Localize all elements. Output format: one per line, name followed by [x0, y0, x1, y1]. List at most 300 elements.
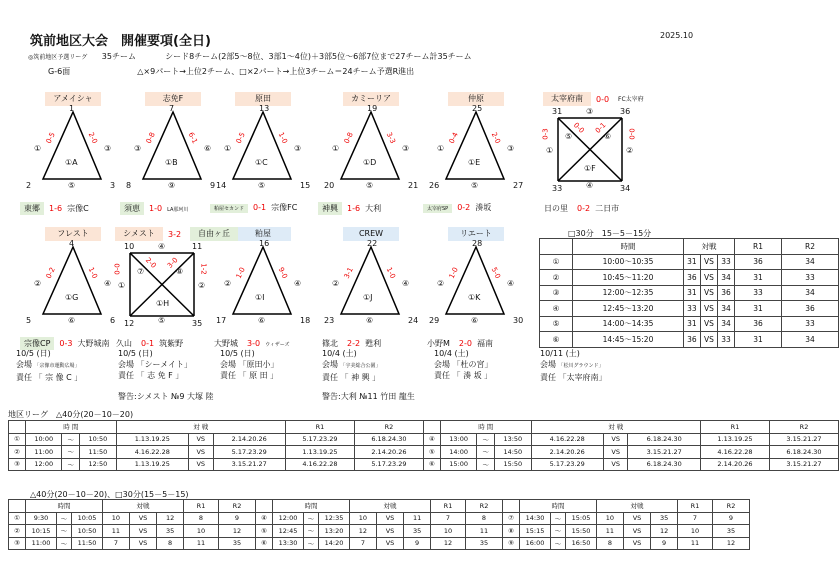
cell-end: 15:05	[566, 512, 597, 525]
group-host-label: シメスト	[115, 227, 163, 241]
column-header: 時間	[573, 239, 684, 255]
cell-tilde: ～	[56, 537, 71, 550]
vertex-left: 20	[324, 181, 335, 190]
cell-r1: 4.16.22.28	[285, 458, 354, 471]
column-header: R1	[735, 239, 782, 255]
square-schedule-table	[539, 238, 839, 348]
round-right: ④	[294, 279, 302, 288]
cell-home: 8	[597, 537, 624, 550]
round-right: ④	[507, 279, 515, 288]
table-row	[540, 285, 839, 301]
cell-end: 10:50	[72, 525, 103, 538]
table-row	[9, 525, 750, 538]
team-name: ウィザーズ	[265, 342, 290, 348]
team-name: 甦利	[365, 339, 382, 348]
responsible-team: 「 神 興 」	[340, 373, 381, 382]
cell-r1: 5.17.23.29	[285, 433, 354, 446]
column-header: R2	[466, 500, 503, 513]
league-summary	[28, 51, 472, 62]
cell-r2: 36	[782, 301, 839, 317]
responsible-label: 責任	[540, 373, 559, 382]
venue-name: 「原田小」	[238, 360, 279, 369]
round-bottom: ⑤	[68, 181, 76, 190]
vertex-top: 4	[69, 239, 75, 248]
cell-home: 1.13.19.25	[116, 458, 188, 471]
round-left: ②	[332, 279, 340, 288]
venue-block	[434, 348, 493, 381]
group-center-label: ①K	[468, 293, 481, 302]
vertex-left: 14	[216, 181, 227, 190]
responsible-team: 「 原 田 」	[238, 371, 279, 380]
team-name: 須恵	[120, 202, 144, 215]
team-name: 太宰府SP	[423, 204, 452, 213]
cell-r2: 34	[782, 254, 839, 270]
score-right: 3-3	[384, 131, 397, 145]
venue-block	[322, 348, 381, 383]
round-left: ②	[34, 279, 42, 288]
cell-start: 11:00	[26, 446, 62, 459]
column-header: R1	[431, 500, 466, 513]
group-center-label: ①E	[468, 158, 481, 167]
score-right: 2-0	[489, 131, 502, 145]
column-header: 対戦	[597, 500, 678, 513]
cell-r1: 11	[184, 537, 219, 550]
cell-r2: 12	[713, 537, 750, 550]
column-header: R1	[184, 500, 219, 513]
team-name: 二日市	[595, 204, 620, 213]
venue-line	[322, 359, 381, 372]
score-right: 1-2	[199, 263, 208, 275]
team-name: 久山	[116, 339, 132, 348]
cell-vs: VS	[376, 537, 403, 550]
team-count: 35チーム	[101, 52, 136, 61]
bottom-schedule-caption: △40分(20－10－20)、□30分(15－5－15)	[30, 490, 189, 499]
cell-end: 12:35	[319, 512, 350, 525]
responsible-label: 責任	[434, 371, 453, 380]
cell-no: ①	[9, 512, 26, 525]
cell-time: 10:00～10:35	[573, 254, 684, 270]
cell-r2: 35	[219, 537, 256, 550]
score-left: 0-0	[113, 263, 122, 275]
cell-start: 9:30	[26, 512, 57, 525]
score-diagonal-1: 2-0	[143, 256, 158, 270]
cell-start: 12:00	[26, 458, 62, 471]
score-right: 6-1	[186, 131, 199, 145]
group-host-label: 仲原	[448, 92, 504, 106]
cell-away: 35	[157, 525, 184, 538]
cell-away: 6.18.24.30	[628, 433, 701, 446]
score-right: 1-0	[276, 131, 289, 145]
advance-info: △×9パート→上位2チーム、□×2パート→上位3チーム＝24チーム予選R進出	[137, 67, 415, 76]
match-date: 10/11 (土)	[540, 349, 580, 358]
cell-away: 3.15.21.27	[213, 458, 285, 471]
score-diagonal-1: 0-0	[571, 121, 586, 135]
venue-name: 「宗像市運動広場」	[34, 363, 80, 369]
group-h	[112, 227, 252, 352]
group-host-label: リエート	[448, 227, 504, 241]
round-bottom: ⑨	[168, 181, 176, 190]
score-left: 0-5	[234, 131, 247, 145]
cell-vs: VS	[129, 537, 156, 550]
cell-home: 10	[103, 512, 130, 525]
column-header: R1	[285, 421, 354, 434]
vertex-left: 29	[429, 316, 440, 325]
cell-home: 4.16.22.28	[116, 446, 188, 459]
vertex-top: 16	[259, 239, 270, 248]
round-bottom: ⑤	[258, 181, 266, 190]
round-right: ③	[507, 144, 515, 153]
column-header: R2	[770, 421, 839, 434]
cell-no: ③	[9, 537, 26, 550]
team-name: 粕屋セカンド	[210, 204, 248, 213]
team-name: 大野城	[214, 339, 238, 348]
warning-note: 警告:シメスト №9 大塚 陸	[118, 392, 214, 401]
table-row	[9, 433, 839, 446]
cell-r2: 33	[782, 316, 839, 332]
score-right: 1-0	[384, 266, 397, 280]
triangle-shape	[43, 112, 101, 179]
group-j	[318, 227, 428, 352]
cell-home: 11	[597, 525, 624, 538]
cell-start: 16:00	[520, 537, 551, 550]
match-score: 2-0	[458, 339, 472, 348]
cell-end: 15:50	[495, 458, 531, 471]
score-left: 0-8	[144, 131, 157, 145]
vertex-top: 22	[367, 239, 378, 248]
team-name: 神興	[318, 202, 342, 215]
cell-r2: 11	[466, 525, 503, 538]
group-e	[423, 92, 533, 217]
square-diagram	[540, 106, 650, 186]
cell-start: 14:00	[440, 446, 476, 459]
venue-block	[540, 348, 607, 383]
venue-line	[220, 359, 279, 370]
cell-start: 12:45	[273, 525, 304, 538]
cell-vs: VS	[700, 316, 717, 332]
group-host-label: カミーリア	[343, 92, 399, 106]
column-header: R2	[713, 500, 750, 513]
cell-r2: 34	[782, 285, 839, 301]
triangle-shape	[233, 112, 291, 179]
column-header: 対戦	[103, 500, 184, 513]
cell-vs: VS	[189, 458, 213, 471]
cell-r1: 31	[735, 301, 782, 317]
cell-home: 10	[350, 512, 377, 525]
triangle-shape	[446, 112, 504, 179]
cell-away: 8	[157, 537, 184, 550]
cell-away: 33	[718, 332, 735, 348]
cell-r1: 12	[431, 537, 466, 550]
group-center-label: ①F	[584, 164, 596, 173]
page-title: 筑前地区大会 開催要項(全日)	[30, 34, 211, 49]
cell-r2: 35	[466, 537, 503, 550]
round-left: ②	[224, 279, 232, 288]
vertex-right: 9	[210, 181, 216, 190]
team-name: 宗像FC	[271, 203, 298, 212]
round-bottom: ⑤	[158, 316, 166, 325]
column-header: R2	[782, 239, 839, 255]
cell-no: ⑥	[540, 332, 573, 348]
round-diagonal-2: ⑧	[176, 267, 184, 276]
host-match-score: 0-0	[596, 95, 610, 104]
team-name: 福南	[476, 339, 493, 348]
square-schedule-caption: □30分 15－5－15分	[568, 229, 652, 238]
venue-line	[540, 359, 607, 372]
responsible-team: 「 湊 坂 」	[452, 371, 493, 380]
match-score: 1-0	[149, 204, 163, 213]
vertex-bottom-left: 12	[124, 319, 135, 328]
round-bottom: ⑥	[366, 316, 374, 325]
cell-r1: 33	[735, 285, 782, 301]
cell-tilde: ～	[62, 458, 80, 471]
cell-away: 11	[404, 512, 431, 525]
cell-away: 12	[651, 525, 678, 538]
match-score: 3-0	[247, 339, 261, 348]
vertex-top: 7	[169, 104, 175, 113]
cell-r1: 4.16.22.28	[701, 446, 770, 459]
vertex-top-right: 11	[192, 242, 203, 251]
column-header: R1	[678, 500, 713, 513]
cell-tilde: ～	[550, 512, 565, 525]
cell-tilde: ～	[303, 537, 318, 550]
cell-no: ②	[9, 446, 26, 459]
cell-away: 34	[718, 270, 735, 286]
cell-time: 12:45～13:20	[573, 301, 684, 317]
cell-home: 36	[684, 270, 701, 286]
vertex-top: 1	[69, 104, 75, 113]
cell-home: 33	[684, 301, 701, 317]
group-center-label: ①A	[65, 158, 78, 167]
cell-vs: VS	[700, 270, 717, 286]
vertex-left: 5	[26, 316, 32, 325]
cell-no: ①	[9, 433, 26, 446]
table-row	[9, 446, 839, 459]
vertex-bottom-right: 35	[192, 319, 203, 328]
score-left: 0-5	[44, 131, 57, 145]
team-name: LA那珂川	[167, 207, 189, 213]
venue-label: 会場	[16, 360, 35, 369]
group-center-label: ①J	[363, 293, 373, 302]
cell-away: 35	[404, 525, 431, 538]
column-header: 時間	[520, 500, 597, 513]
cell-start: 14:30	[520, 512, 551, 525]
cell-r2: 8	[466, 512, 503, 525]
team-name: 小野M	[427, 339, 450, 348]
round-top: ③	[586, 107, 594, 116]
column-header	[9, 500, 26, 513]
round-bottom: ⑥	[471, 316, 479, 325]
pitch-info: G-6面	[48, 67, 71, 76]
cell-no: ⑨	[503, 537, 520, 550]
cell-tilde: ～	[62, 433, 80, 446]
table-row	[540, 332, 839, 348]
score-right: 5-0	[489, 266, 502, 280]
score-right: 1-0	[86, 266, 99, 280]
cell-r1: 8	[184, 512, 219, 525]
group-center-label: ①G	[65, 293, 79, 302]
cell-start: 12:00	[273, 512, 304, 525]
round-bottom: ⑥	[258, 316, 266, 325]
vertex-left: 26	[429, 181, 440, 190]
group-center-label: ①B	[165, 158, 178, 167]
cell-start: 15:00	[440, 458, 476, 471]
cell-away: 5.17.23.29	[213, 446, 285, 459]
triangle-shape	[341, 112, 399, 179]
cell-tilde: ～	[550, 537, 565, 550]
match-score: 0-2	[577, 204, 591, 213]
cell-no: ②	[9, 525, 26, 538]
cell-r2: 12	[219, 525, 256, 538]
venue-name: 「松川グラウンド」	[558, 363, 604, 369]
vertex-top: 19	[367, 104, 378, 113]
round-right: ④	[104, 279, 112, 288]
column-header: R1	[701, 421, 770, 434]
cell-away: 12	[157, 512, 184, 525]
column-header: R2	[219, 500, 256, 513]
triangle-shape	[43, 247, 101, 314]
group-host-label: CREW	[343, 227, 399, 241]
cell-r2: 9	[713, 512, 750, 525]
table-row	[540, 316, 839, 332]
column-header: 対 戦	[531, 421, 700, 434]
vertex-top-left: 31	[552, 107, 563, 116]
team-name: 大野城南	[77, 339, 110, 348]
team-name: 筑紫野	[159, 339, 184, 348]
round-right: ⑥	[204, 144, 212, 153]
venue-label: 会場	[434, 360, 453, 369]
cell-no: ④	[540, 301, 573, 317]
round-right: ②	[626, 146, 634, 155]
vertex-left: 17	[216, 316, 227, 325]
venue-block	[16, 348, 82, 383]
cell-home: 31	[684, 285, 701, 301]
triangle-shape	[446, 247, 504, 314]
venue-line	[118, 359, 192, 370]
cell-home: 4.16.22.28	[531, 433, 603, 446]
responsible-label: 責任	[322, 373, 341, 382]
cell-time: 14:45～15:20	[573, 332, 684, 348]
cell-r1: 36	[735, 316, 782, 332]
group-host-label: 粕屋	[235, 227, 291, 241]
round-left: ①	[332, 144, 340, 153]
table-header-row	[540, 239, 839, 255]
group-host-label: アメイシャ	[45, 92, 101, 106]
cell-time: 10:45～11:20	[573, 270, 684, 286]
score-left: 1-0	[447, 266, 460, 280]
vertex-right: 15	[300, 181, 311, 190]
cell-away: 34	[718, 316, 735, 332]
cell-r2: 9	[219, 512, 256, 525]
cell-tilde: ～	[56, 525, 71, 538]
group-host-label: フレスト	[45, 227, 101, 241]
cell-r2: 6.18.24.30	[354, 433, 423, 446]
venue-label: 会場	[540, 360, 559, 369]
cell-r1: 10	[431, 525, 466, 538]
score-diagonal-2: 0-1	[593, 121, 608, 135]
cell-vs: VS	[700, 332, 717, 348]
column-header	[9, 421, 26, 434]
triangle-shape	[341, 247, 399, 314]
group-extra-match	[423, 202, 553, 213]
cell-time: 14:00～14:35	[573, 316, 684, 332]
cell-vs: VS	[623, 512, 650, 525]
cell-vs: VS	[376, 525, 403, 538]
round-diagonal-2: ⑥	[604, 132, 612, 141]
group-center-label: ①D	[363, 158, 377, 167]
cell-r2: 35	[713, 525, 750, 538]
match-date: 10/4 (土)	[322, 349, 357, 358]
table-row	[9, 537, 750, 550]
cell-home: 12	[350, 525, 377, 538]
vertex-left: 23	[324, 316, 335, 325]
cell-tilde: ～	[303, 525, 318, 538]
cell-no: ①	[540, 254, 573, 270]
host-opponent: FC太宰府	[618, 96, 644, 103]
cell-end: 11:50	[80, 446, 116, 459]
vertex-right: 18	[300, 316, 311, 325]
responsible-line	[118, 370, 192, 381]
column-header: 時 間	[440, 421, 531, 434]
cell-no: ⑥	[256, 537, 273, 550]
cell-vs: VS	[700, 254, 717, 270]
round-left: ③	[134, 144, 142, 153]
column-header: 対 戦	[116, 421, 285, 434]
team-name: 宗像C	[67, 204, 89, 213]
cell-no: ⑥	[423, 458, 440, 471]
cell-home: 11	[103, 525, 130, 538]
round-right: ②	[198, 281, 206, 290]
cell-vs: VS	[129, 525, 156, 538]
cell-tilde: ～	[56, 512, 71, 525]
score-left: 1-0	[234, 266, 247, 280]
column-header: 対戦	[350, 500, 431, 513]
vertex-top: 13	[259, 104, 270, 113]
cell-no: ④	[423, 433, 440, 446]
match-score: 0-1	[253, 203, 267, 212]
vertex-bottom-left: 33	[552, 184, 563, 193]
cell-away: 6.18.24.30	[628, 458, 701, 471]
cell-away: 9	[404, 537, 431, 550]
group-center-label: ①C	[255, 158, 268, 167]
cell-away: 33	[718, 254, 735, 270]
score-left: 0-8	[342, 131, 355, 145]
vertex-right: 3	[110, 181, 116, 190]
group-host-label: 原田	[235, 92, 291, 106]
score-right: 2-0	[86, 131, 99, 145]
cell-r2: 3.15.21.27	[770, 458, 839, 471]
round-right: ③	[104, 144, 112, 153]
group-c	[210, 92, 320, 217]
triangle-shape	[143, 112, 201, 179]
responsible-label: 責任	[16, 373, 35, 382]
score-left: 0-4	[447, 131, 460, 145]
match-score: 0-3	[59, 339, 73, 348]
cell-start: 10:15	[26, 525, 57, 538]
cell-home: 7	[103, 537, 130, 550]
match-score: 0-1	[141, 339, 155, 348]
responsible-line	[540, 372, 607, 383]
venue-label: 会場	[220, 360, 239, 369]
cell-r2: 6.18.24.30	[770, 446, 839, 459]
group-k	[423, 227, 533, 352]
vertex-bottom-right: 34	[620, 184, 631, 193]
cell-time: 12:00～12:35	[573, 285, 684, 301]
cell-home: 10	[597, 512, 624, 525]
cell-vs: VS	[376, 512, 403, 525]
cell-away: 3.15.21.27	[628, 446, 701, 459]
cell-start: 13:30	[273, 537, 304, 550]
match-score: 1-6	[49, 204, 63, 213]
